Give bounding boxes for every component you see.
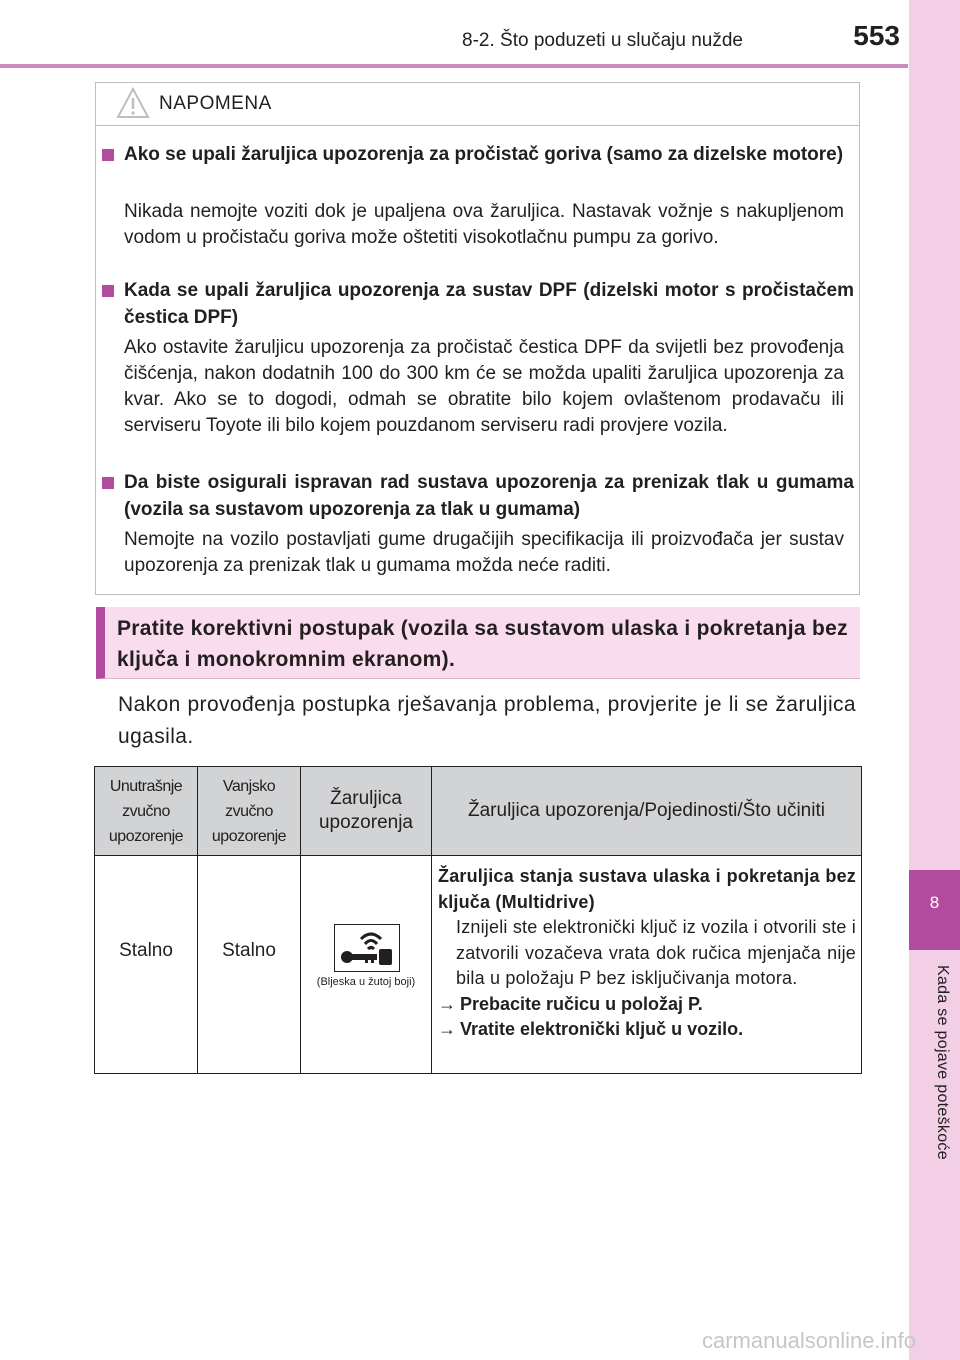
action-text: Prebacite ručicu u položaj P. <box>460 993 703 1014</box>
chapter-number: 8 <box>929 893 940 912</box>
details-title: Žaruljica stanja sustava ulaska i pokretanja bez ključa (Multidrive) <box>438 866 856 912</box>
square-bullet-icon <box>102 149 114 161</box>
page-number: 553 <box>853 20 900 51</box>
action-item <box>438 1017 856 1043</box>
notice-title: NAPOMENA <box>159 93 272 114</box>
notice-header <box>96 83 859 126</box>
table-cell-details <box>432 856 861 1073</box>
notice-item-body: Nemojte na vozilo postavljati gume drugačijih specifikacija ili proizvođača jer sustav upozorenja za prenizak tlak u gumama možda neće raditi. <box>124 529 844 576</box>
table-cell-warning-light <box>301 856 432 1073</box>
notice-item-body: Nikada nemojte voziti dok je upaljena ova žaruljica. Nastavak vožnje s nakupljenom vodom u pročistaču goriva može oštetiti visokotlačnu pumpu za gorivo. <box>124 201 844 248</box>
table-header-internal-buzzer <box>95 767 198 855</box>
details-body: Iznijeli ste elektronički ključ iz vozila i otvorili ste i zatvorili vozačeva vrata dok ručica mjenjača nije bila u položaju P bez isključivanja motora. <box>456 917 856 988</box>
table-header-warning-light <box>301 767 432 855</box>
table-header-details <box>432 767 861 855</box>
table-header-label: Žaruljica upozorenja <box>318 788 414 833</box>
warning-table <box>94 766 862 1074</box>
details-content <box>438 864 856 1043</box>
arrow-right-icon: → <box>438 1019 456 1039</box>
table-header-external-buzzer <box>198 767 301 855</box>
section-heading <box>96 607 860 679</box>
warning-light-caption: (Bljeska u žutoj boji) <box>316 976 416 988</box>
smart-key-indicator-icon <box>334 924 400 972</box>
table-cell-external-buzzer <box>198 856 301 1073</box>
table-header-label: Unutrašnje zvučno upozorenje <box>108 777 184 845</box>
square-bullet-icon <box>102 477 114 489</box>
arrow-right-icon: → <box>438 993 456 1014</box>
notice-item-heading: Ako se upali žaruljica upozorenja za pročistač goriva (samo za dizelske motore) <box>124 144 844 165</box>
table-header-label: Vanjsko zvučno upozorenje <box>211 777 287 845</box>
notice-item-body: Ako ostavite žaruljicu upozorenja za pročistač čestica DPF da svijetli bez provođenja čišćenja, nakon dodatnih 100 do 300 km će se možda upaliti žaruljica upozorenja za kvar. Ako se to dogodi, odmah se obratite bilo kojem ovlaštenom prodavaču ili serviseru Toyote ili bilo kojem pouzdanom serviseru radi provjere vozila. <box>124 337 844 436</box>
action-item <box>438 992 856 1018</box>
action-text: Vratite elektronički ključ u vozilo. <box>460 1019 744 1039</box>
header-rule <box>0 64 908 68</box>
square-bullet-icon <box>102 285 114 297</box>
table-cell-text: Stalno <box>119 940 173 961</box>
table-cell-internal-buzzer <box>95 856 198 1073</box>
running-header: 8-2. Što poduzeti u slučaju nužde <box>462 30 743 51</box>
smart-key-indicator-icon-graphic <box>335 925 398 970</box>
table-header-label: Žaruljica upozorenja/Pojedinosti/Što učiniti <box>468 800 825 821</box>
section-heading-text: Pratite korektivni postupak (vozila sa sustavom ulaska i pokretanja bez ključa i monokromnim ekranom). <box>117 617 848 671</box>
notice-box <box>95 82 860 595</box>
section-intro: Nakon provođenja postupka rješavanja problema, provjerite je li se žaruljica ugasila. <box>118 693 856 748</box>
table-cell-text: Stalno <box>222 940 276 961</box>
notice-item-heading: Da biste osigurali ispravan rad sustava upozorenja za prenizak tlak u gumama (vozila sa sustavom upozorenja za tlak u gumama) <box>124 472 854 520</box>
warning-triangle-icon <box>116 87 150 119</box>
notice-item-heading: Kada se upali žaruljica upozorenja za sustav DPF (dizelski motor s pročistačem čestica DPF) <box>124 280 854 328</box>
watermark: carmanualsonline.info <box>702 1328 917 1353</box>
chapter-title: Kada se pojave poteškoće <box>934 965 951 1160</box>
